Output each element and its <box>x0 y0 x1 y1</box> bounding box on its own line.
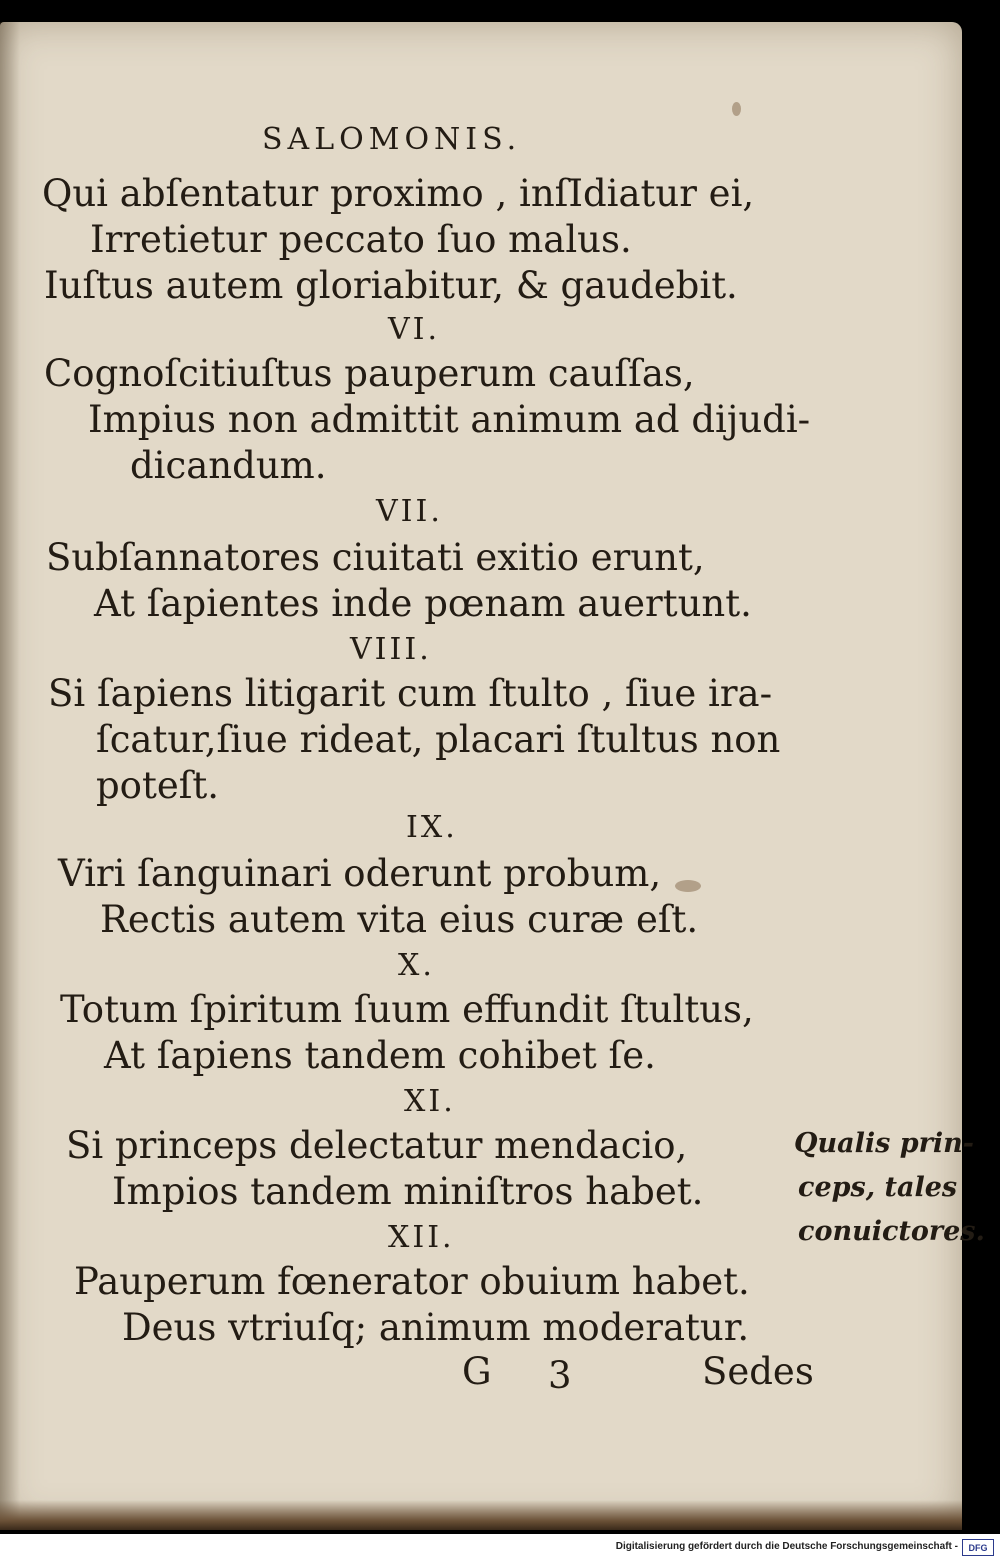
text-line: Impius non admittit animum ad dijudi- <box>88 398 811 441</box>
dfg-logo: DFG <box>962 1539 994 1556</box>
verse-number: XII. <box>388 1220 455 1255</box>
spine-shadow <box>0 22 20 1527</box>
text-line: Pauperum fœnerator obuium habet. <box>74 1260 750 1303</box>
text-line: Totum ſpiritum ſuum effundit ſtultus, <box>60 988 754 1031</box>
page-bottom-edge <box>0 1500 962 1530</box>
paper-spot <box>732 102 741 116</box>
verse-number: XI. <box>404 1084 456 1119</box>
text-line: Rectis autem vita eius curæ eſt. <box>100 898 699 941</box>
text-line: ſcatur,ſiue rideat, placari ſtultus non <box>96 718 781 761</box>
text-line: At ſapiens tandem cohibet ſe. <box>104 1034 656 1077</box>
margin-note-line: ceps, tales <box>798 1172 958 1203</box>
signature-number: 3 <box>548 1354 572 1397</box>
margin-note-line: conuictores. <box>798 1216 985 1247</box>
text-line: Si ſapiens litigarit cum ſtulto , ſiue ira- <box>48 672 773 715</box>
text-line: At ſapientes inde pœnam auertunt. <box>94 582 752 625</box>
margin-note-line: Qualis prin- <box>794 1128 974 1159</box>
text-line: Cognoſcitiuſtus pauperum cauſſas, <box>44 352 695 395</box>
verse-number: VII. <box>376 494 443 529</box>
running-header: SALOMONIS. <box>262 122 522 157</box>
text-line: dicandum. <box>130 444 327 487</box>
footer-bar <box>0 1534 1000 1562</box>
catchword: Sedes <box>702 1350 814 1393</box>
text-line: Iuſtus autem gloriabitur, & gaudebit. <box>44 264 738 307</box>
text-line: Deus vtriuſq; animum moderatur. <box>122 1306 750 1349</box>
text-line: Viri ſanguinari oderunt probum, <box>58 852 662 895</box>
verse-number: VIII. <box>350 632 432 667</box>
paper-spot <box>675 880 701 892</box>
verse-number: IX. <box>406 810 458 845</box>
verse-number: VI. <box>388 312 441 347</box>
funding-credit: Digitalisierung gefördert durch die Deutsche Forschungsgemeinschaft - <box>615 1541 958 1552</box>
verse-number: X. <box>398 948 435 983</box>
text-line: Subſannatores ciuitati exitio erunt, <box>46 536 705 579</box>
text-line: poteſt. <box>96 764 220 807</box>
text-line: Si princeps delectatur mendacio, <box>66 1124 688 1167</box>
text-line: Impios tandem miniſtros habet. <box>112 1170 704 1213</box>
text-line: Qui abſentatur proximo , inſIdiatur ei, <box>42 172 755 215</box>
signature-mark: G <box>462 1350 492 1393</box>
text-line: Irretietur peccato ſuo malus. <box>90 218 632 261</box>
